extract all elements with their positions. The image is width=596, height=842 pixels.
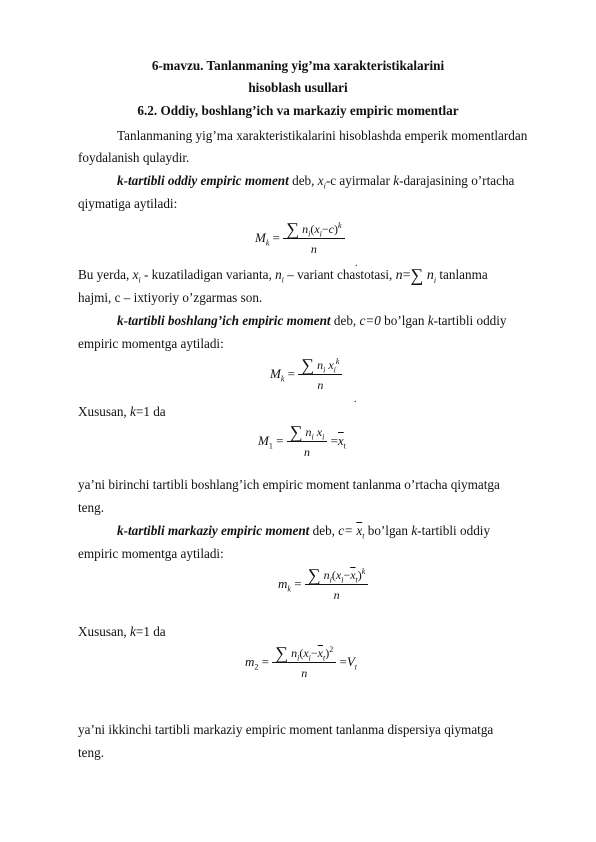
para4-text: deb,	[333, 313, 357, 328]
para4-text: -tartibli oddiy	[433, 313, 507, 328]
para2-line2: qiymatiga aytiladi:	[78, 196, 178, 211]
sub-i: i	[323, 181, 326, 191]
para7-text: deb,	[312, 523, 335, 538]
var-k: k	[130, 404, 136, 419]
para3-text: Bu yerda,	[78, 267, 130, 282]
formula-markaziy-moment: $m_k$ = $\frac{\sum n_i(x_i-\overline{x}_t)^k}{n}$	[278, 568, 368, 602]
formula-numerator: ∑ $n_i$ $x_i$	[287, 425, 328, 442]
heading-line-1: 6-mavzu. Tanlanmaning yig’ma xarakteristikalarini	[151, 58, 445, 73]
formula-sub: k	[287, 584, 291, 594]
para7-line1	[117, 523, 527, 539]
para5-text: =1 da	[135, 404, 166, 419]
formula-numerator: ∑ $n_i$ $x_i^k$	[298, 358, 342, 375]
para8-text: =1 da	[135, 624, 166, 639]
formula-lhs: M	[255, 229, 266, 245]
para3-line1: Bu yerda, $x_i$ - kuzatiladigan varianta, $n_i$ – variant chastotasi, n=∑ $n_i$ tanlanma	[78, 265, 488, 285]
formula-dot: .	[355, 258, 358, 269]
formula-boshlangich-moment: $M_k$ = $\frac{\sum n_i x_i^k}{n}$	[270, 358, 342, 392]
var-k: k	[130, 624, 136, 639]
formula-denominator: n	[304, 445, 310, 459]
var-k: k	[427, 313, 434, 328]
formula-sub: 1	[268, 441, 273, 451]
formula-denominator: n	[333, 588, 340, 602]
formula-lhs: m	[278, 575, 288, 591]
para9-line1: ya’ni ikkinchi tartibli markaziy empiric moment tanlanma dispersiya qiymatga	[78, 722, 494, 737]
formula-rhs: V	[346, 653, 355, 669]
c-eq: c=	[338, 523, 354, 538]
formula-oddiy-moment	[255, 219, 345, 256]
formula-eq: =	[272, 229, 280, 245]
formula-denominator: n	[310, 242, 317, 256]
para2-text: deb,	[292, 173, 315, 188]
para7-line2: empiric momentga aytiladi:	[78, 546, 224, 561]
var-n: n	[275, 267, 282, 282]
para3-text: tanlanma	[439, 267, 488, 282]
para3-text: - kuzatiladigan varianta,	[143, 267, 272, 282]
formula-lhs: M	[270, 365, 281, 381]
var-k: k	[393, 173, 400, 188]
formula-dot: .	[354, 394, 357, 405]
term-boshlangich-moment: k-tartibli boshlang’ich empiric moment	[117, 313, 331, 328]
para7-text: -tartibli oddiy	[417, 523, 491, 538]
para9-line2: teng.	[78, 745, 105, 760]
var-x: x	[132, 267, 139, 282]
formula-fraction	[283, 219, 344, 256]
var-k: k	[411, 523, 418, 538]
n-sum: n=∑ $n_i$	[395, 265, 437, 285]
sub-i: i	[138, 275, 141, 285]
para2-line1	[117, 173, 527, 189]
mean-x: $\overline{x}$	[356, 523, 363, 538]
mean-x: $\overline{x}$	[337, 432, 344, 448]
formula-sub: t	[354, 662, 357, 672]
formula-numerator: ∑ $n_i(x_i-\overline{x}_t)^2$	[272, 646, 336, 663]
formula-sub: t	[343, 441, 346, 451]
heading-line-2: hisoblash usullari	[248, 80, 348, 95]
heading-line-3: 6.2. Oddiy, boshlang’ich va markaziy empiric momentlar	[137, 103, 459, 118]
para6-line1: ya’ni birinchi tartibli boshlang’ich empiric moment tanlanma o’rtacha qiymatga	[78, 477, 500, 492]
para4-line1	[117, 313, 527, 329]
formula-lhs: M	[258, 432, 269, 448]
formula-sub: k	[265, 238, 270, 248]
para4-text: bo’lgan	[384, 313, 425, 328]
formula-fraction	[272, 643, 336, 680]
formula-birinchi-moment: $M_1$ = $\frac{\sum n_i x_i}{n}$ $=\overline{x}_t$	[258, 422, 346, 459]
formula-sub: 2	[254, 662, 259, 672]
sigma: ∑	[286, 219, 300, 239]
c-zero: c=0	[359, 313, 381, 328]
formula-fraction	[287, 422, 328, 459]
para8-text: Xususan,	[78, 624, 127, 639]
para6-line2: teng.	[78, 500, 105, 515]
para2-text: -darajasining o’rtacha	[399, 173, 515, 188]
para5	[78, 404, 166, 420]
formula-denominator: n	[317, 378, 324, 392]
formula-denominator: n	[301, 666, 308, 680]
formula-fraction	[298, 355, 342, 392]
formula-dispersiya: $m_2$ = $\frac{\sum n_i(x_i-\overline{x}_t)^2}{n}$ $=V_t$	[245, 643, 357, 680]
para3-line2: hajmi, c – ixtiyoriy o’zgarmas son.	[78, 290, 263, 305]
para8	[78, 624, 166, 640]
para4-line2: empiric momentga aytiladi:	[78, 336, 224, 351]
para2-text: -c ayirmalar	[325, 173, 390, 188]
formula-numerator: ∑ $n_i(x_i-c)^k$	[283, 222, 344, 239]
para7-text: bo’lgan	[367, 523, 409, 538]
para1-line1: Tanlanmaning yig’ma xarakteristikalarini hisoblashda emperik momentlardan	[117, 128, 528, 143]
formula-lhs: m	[245, 653, 255, 669]
formula-fraction	[305, 565, 369, 602]
term-markaziy-moment: k-tartibli markaziy empiric moment	[117, 523, 310, 538]
para5-text: Xususan,	[78, 404, 127, 419]
var-x: x	[317, 173, 324, 188]
term-oddiy-moment: k-tartibli oddiy empiric moment	[117, 173, 289, 188]
formula-numerator: ∑ $n_i(x_i-\overline{x}_t)^k$	[305, 568, 369, 585]
para3-text: – variant chastotasi,	[287, 267, 393, 282]
para1-line2: foydalanish qulaydir.	[78, 150, 190, 165]
sub-t: t	[362, 531, 365, 541]
